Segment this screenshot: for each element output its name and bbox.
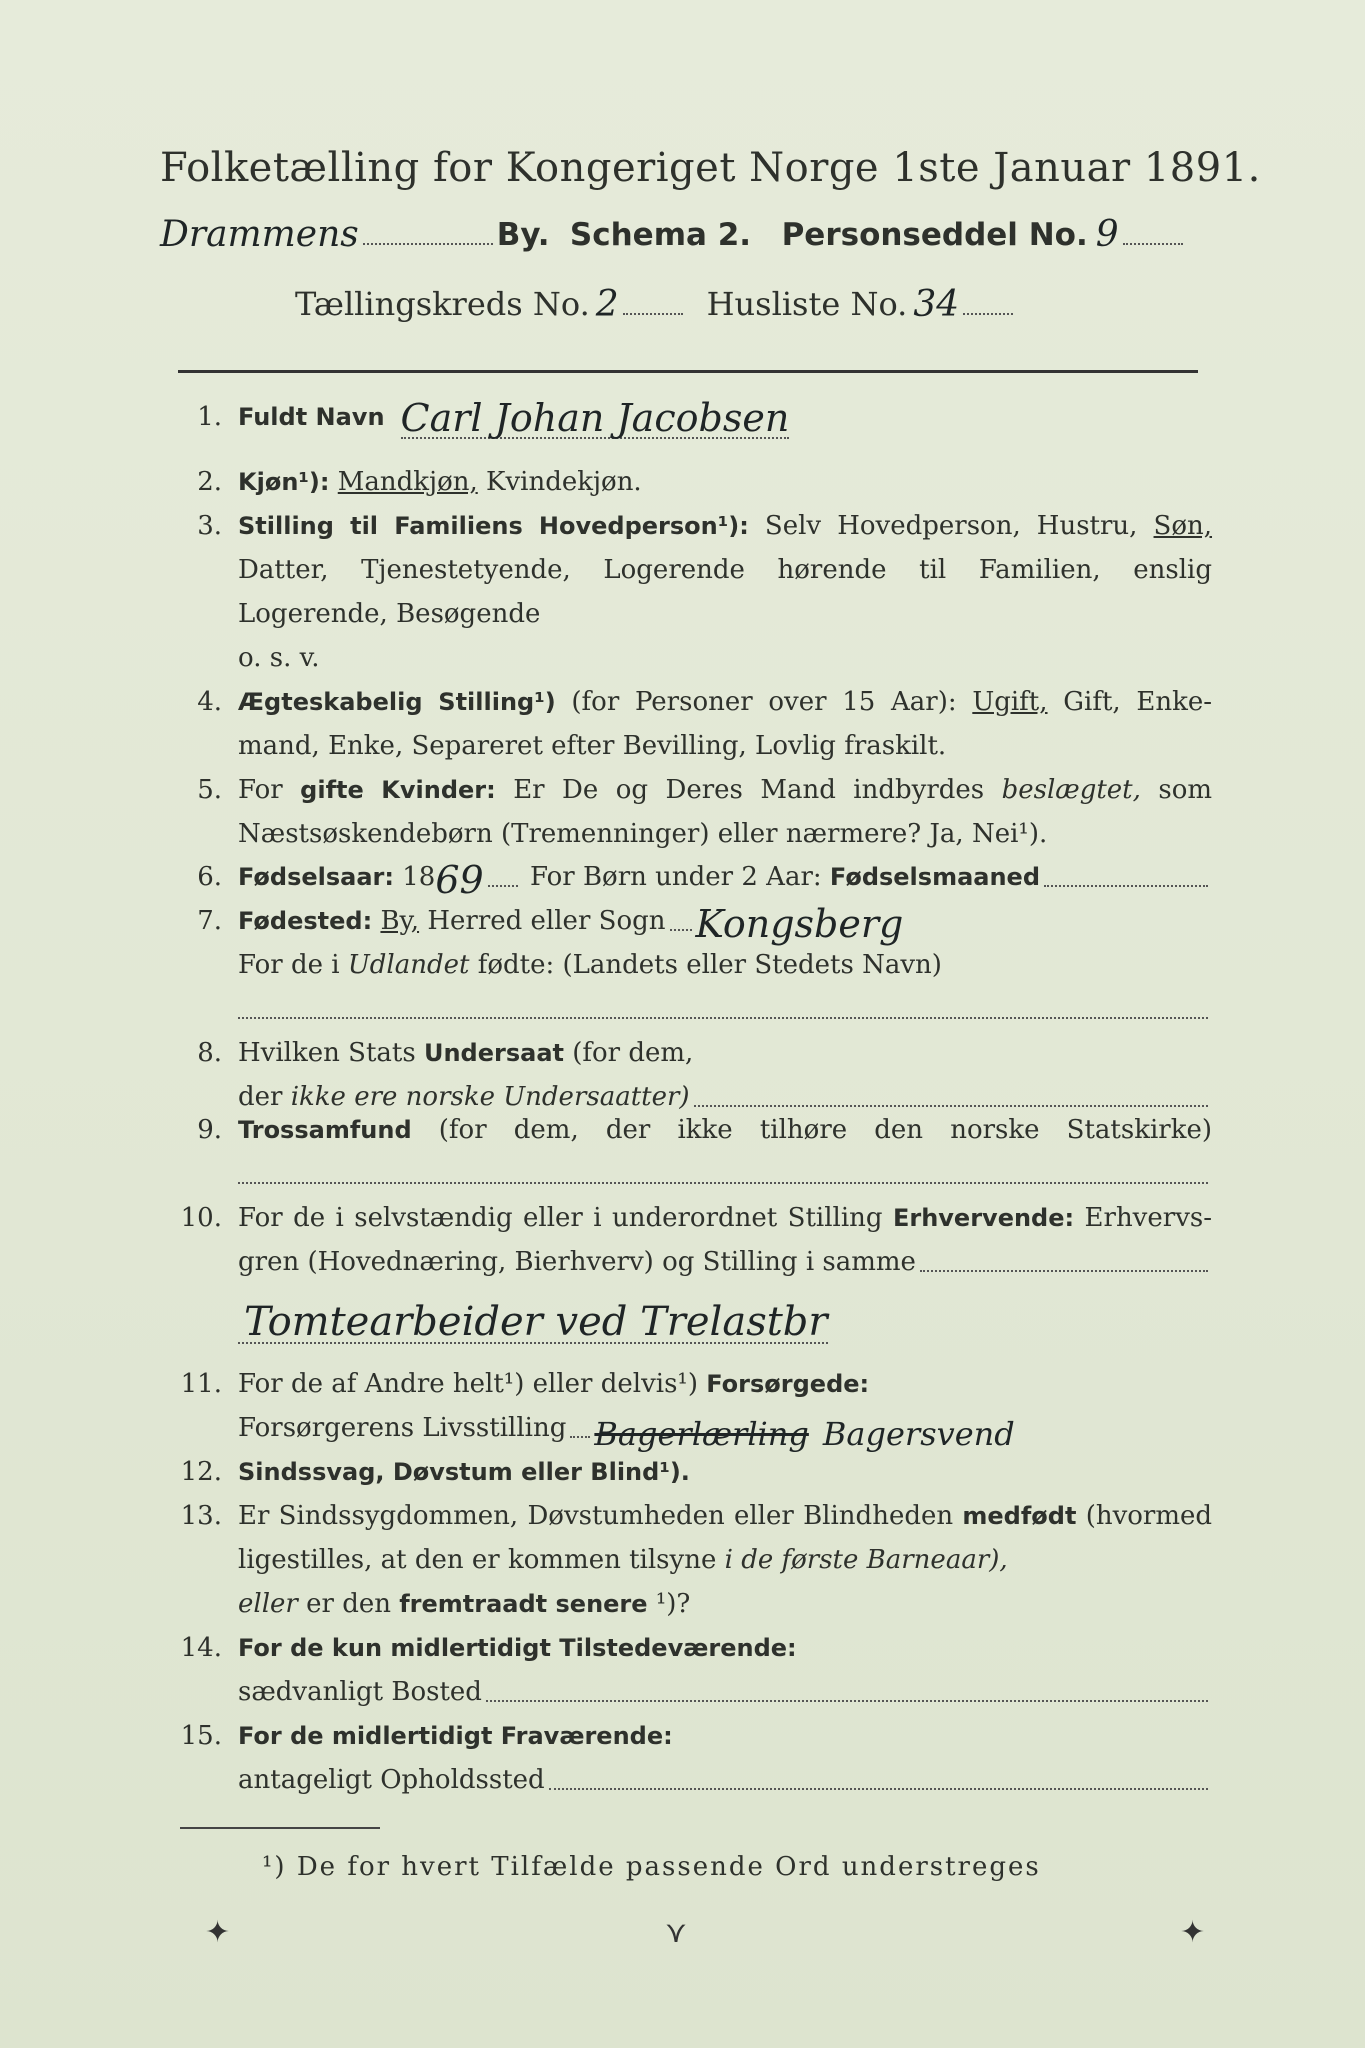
corner-mark-right-icon: ✦	[1180, 1915, 1206, 1950]
personseddel-number: 9	[1095, 214, 1119, 255]
marital-selected: Ugift,	[972, 687, 1048, 717]
corner-mark-left-icon: ✦	[205, 1915, 231, 1950]
husliste-number: 34	[913, 284, 960, 325]
birthplace-type-selected: By,	[380, 906, 420, 936]
birthyear-handwritten: 69	[435, 858, 484, 902]
husliste-label: Husliste No.	[706, 285, 908, 323]
form-title: Folketælling for Kongeriget Norge 1ste Januar 1891.	[160, 145, 1261, 191]
header-divider	[178, 370, 1198, 373]
center-mark-icon: ⋎	[665, 1915, 687, 1950]
header-row-1	[160, 215, 1220, 253]
birthplace-handwritten: Kongsberg	[695, 902, 904, 946]
provider-struck-handwritten: Bagerlærling	[594, 1415, 809, 1453]
city-handwritten: Drammens	[160, 214, 359, 255]
kreds-number: 2	[595, 284, 619, 325]
position-selected: Søn,	[1153, 511, 1213, 541]
kreds-label: Tællingskreds No.	[295, 285, 590, 323]
schema-label: Schema 2.	[569, 217, 752, 253]
sex-selected: Mandkjøn,	[337, 467, 478, 497]
name-handwritten: Carl Johan Jacobsen	[400, 396, 790, 440]
footnote-divider	[180, 1827, 380, 1829]
personseddel-label: Personseddel No.	[781, 217, 1088, 253]
census-form: Folketælling for Kongeriget Norge 1ste Januar 1891. Drammens By. Schema 2. Personseddel No. 9 Tællingskreds No. 2 Husliste No. 34 1. Fuldt Navn Carl Johan Jacobsen 2. Kjøn¹): Mandkjøn, Kvindekjøn. 3. Stilling til Familiens Hovedperson¹): Selv Hovedperson, Hustru, Søn, Datter, Tjenestetyende, Logerende hørende til Familien, enslig Logerende, Besøgende o. s. v. 4. Ægteskabelig Stilling¹) (for Personer over 15 Aar): Ugift, Gift, Enke- mand, Enke, Separeret efter Bevilling, Lovlig fraskilt. 5. For gifte Kvinder: Er De og Deres Mand indbyrdes beslægtet, som Næstsøskendebørn (Tremenninger) eller nærmere? Ja, Nei¹). 6. Fødselsaar: 18 69 For Børn under 2 Aar: Fødselsmaaned 7. Fødested: By, Herred eller Sogn Kongsberg For de i Udlandet fødte: (Landets eller Stedets Navn) 8. Hvilken Stats Undersaat (for dem, der ikke ere norske Undersaatter) 9. Trossamfund (for dem, der ikke tilhøre den norske Statskirke) 10. For de i selvstændig eller i underordnet Stilling Erhvervende: Erhvervs- gren (Hovednæring, Bierhverv) og Stilling i samme Tomtearbeider ved Trelastbr 11. For de af Andre helt¹) eller delvis¹) Forsørgede: Forsørgerens Livsstilling Bagerlærling Bagersvend 12. Sindssvag, Døvstum eller Blind¹). 13. Er Sindssygdommen, Døvstumheden eller Blindheden medfødt (hvormed ligestilles, at den er kommen tilsyne i de første Barneaar), eller er den fremtraadt senere ¹)? 14. For de kun midlertidigt Tilstedeværende: sædvanligt Bosted 15. For de midlertidigt Fraværende: antageligt Opholdssted ¹) De for hvert Tilfælde passende Ord understreges ✦ ⋎ ✦	[0, 0, 1365, 2048]
footnote: ¹) De for hvert Tilfælde passende Ord understreges	[262, 1852, 1041, 1882]
provider-handwritten: Bagersvend	[822, 1415, 1015, 1453]
occupation-handwritten: Tomtearbeider ved Trelastbr	[238, 1302, 828, 1344]
by-label: By.	[496, 217, 550, 253]
header-row-2	[295, 285, 1095, 323]
